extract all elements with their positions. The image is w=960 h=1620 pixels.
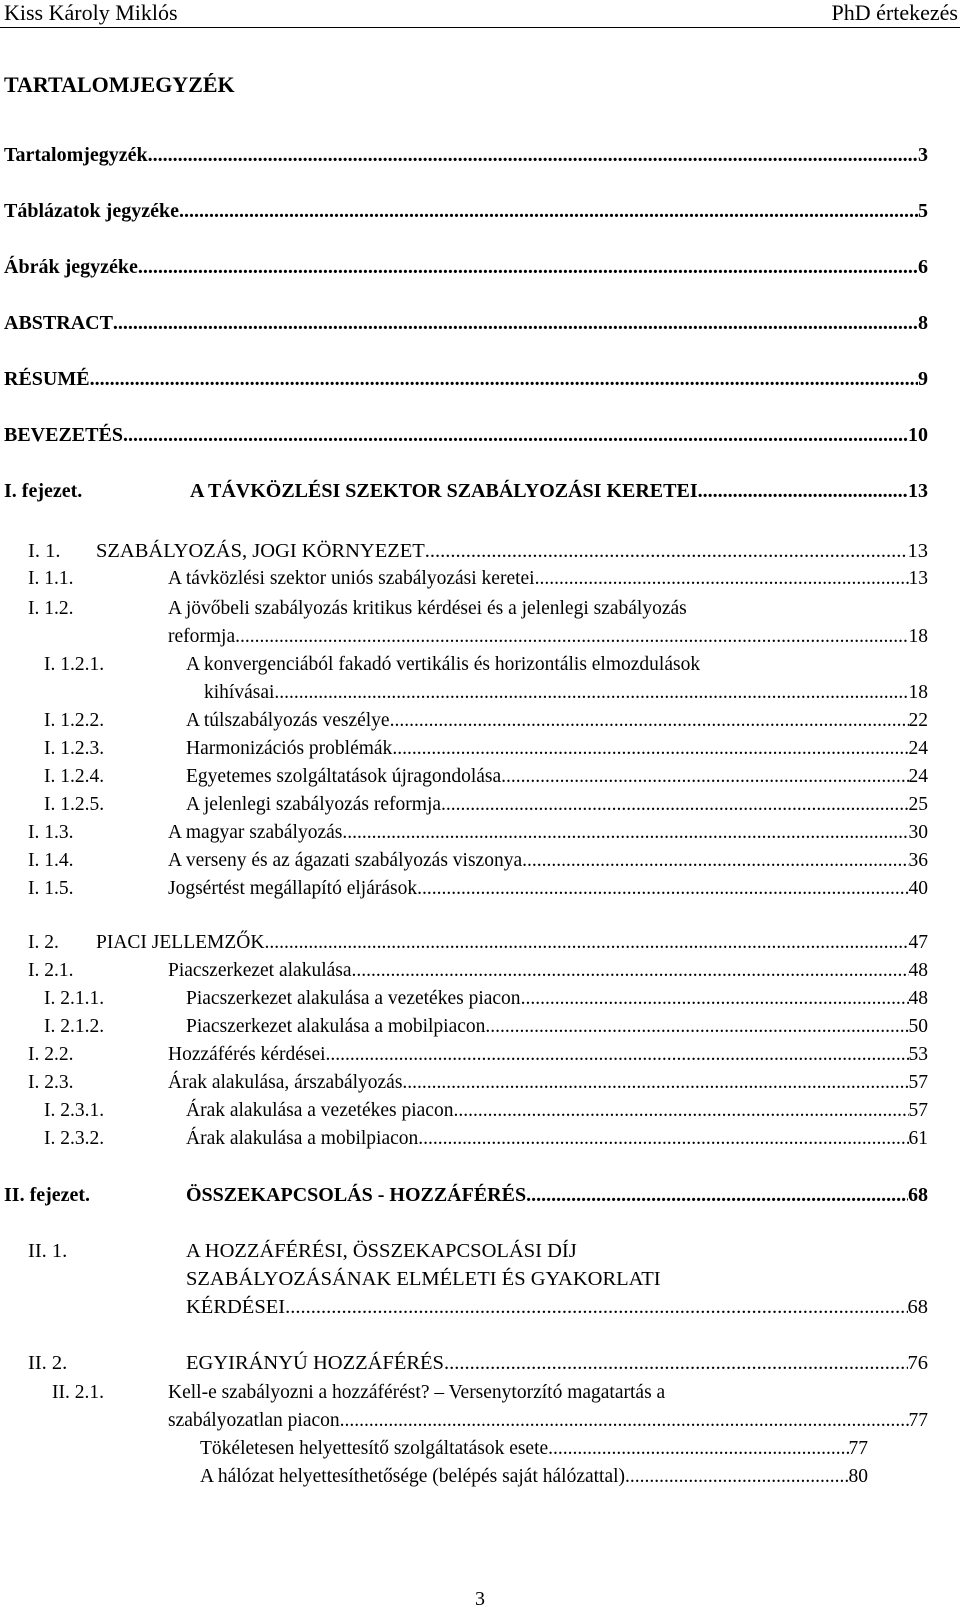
toc-section-entry[interactable]: I. 1. SZABÁLYOZÁS, JOGI KÖRNYEZET ..... 13 <box>28 538 928 564</box>
toc-subsubsection-entry[interactable]: I. 2.1.2. Piacszerkezet alakulása a mobilpiacon ..... 50 <box>44 1014 928 1040</box>
toc-subentry[interactable]: A hálózat helyettesíthetősége (belépés saját hálózattal) ..... 80 <box>200 1464 868 1490</box>
toc-entry-continuation[interactable]: KÉRDÉSEI ..... 68 <box>186 1294 928 1320</box>
toc-section-entry[interactable]: I. 2. PIACI JELLEMZŐK ..... 47 <box>28 930 928 956</box>
toc-chapter-entry[interactable]: I. fejezet. A TÁVKÖZLÉSI SZEKTOR SZABÁLYOZÁSI KERETEI ..... 13 <box>4 478 928 504</box>
toc-subsection-entry[interactable]: II. 2.1. Kell-e szabályozni a hozzáférést? – Versenytorzító magatartás a <box>52 1382 666 1403</box>
toc-section-entry[interactable]: II. 1. A HOZZÁFÉRÉSI, ÖSSZEKAPCSOLÁSI DÍJ <box>28 1240 577 1262</box>
toc-subsection-entry[interactable]: I. 1.1. A távközlési szektor uniós szabályozási keretei ..... 13 <box>28 566 928 592</box>
running-header <box>0 0 960 28</box>
toc-entry[interactable]: Tartalomjegyzék ..... 3 <box>4 142 928 168</box>
toc-entry[interactable]: Ábrák jegyzéke ..... 6 <box>4 254 928 280</box>
toc-subsection-entry[interactable]: I. 2.2. Hozzáférés kérdései ..... 53 <box>28 1042 928 1068</box>
toc-entry[interactable]: RÉSUMÉ ..... 9 <box>4 366 928 392</box>
toc-chapter-entry[interactable]: II. fejezet. ÖSSZEKAPCSOLÁS - HOZZÁFÉRÉS ..... 68 <box>4 1182 928 1208</box>
toc-subsection-entry[interactable]: I. 2.3. Árak alakulása, árszabályozás ..... 57 <box>28 1070 928 1096</box>
toc-entry[interactable]: Táblázatok jegyzéke ..... 5 <box>4 198 928 224</box>
toc-subsubsection-entry[interactable]: I. 1.2.2. A túlszabályozás veszélye ..... 22 <box>44 708 928 734</box>
toc-subsubsection-entry[interactable]: I. 1.2.3. Harmonizációs problémák ..... 24 <box>44 736 928 762</box>
header-doc-type: PhD értekezés <box>831 0 958 25</box>
toc-entry-continuation[interactable]: reformja ..... 18 <box>168 624 928 650</box>
toc-subsubsection-entry[interactable]: I. 1.2.1. A konvergenciából fakadó vertikális és horizontális elmozdulások <box>44 654 701 675</box>
toc-subentry[interactable]: Tökéletesen helyettesítő szolgáltatások esete ..... 77 <box>200 1436 868 1462</box>
toc-subsubsection-entry[interactable]: I. 1.2.4. Egyetemes szolgáltatások újragondolása ..... 24 <box>44 764 928 790</box>
toc-subsection-entry[interactable]: I. 1.3. A magyar szabályozás ..... 30 <box>28 820 928 846</box>
toc-entry-continuation[interactable]: kihívásai ..... 18 <box>204 680 928 706</box>
toc-section-entry[interactable]: II. 2. EGYIRÁNYÚ HOZZÁFÉRÉS ..... 76 <box>28 1350 928 1376</box>
toc-entry-continuation[interactable]: szabályozatlan piacon ..... 77 <box>168 1408 928 1434</box>
toc-subsubsection-entry[interactable]: I. 2.3.2. Árak alakulása a mobilpiacon ..... 61 <box>44 1126 928 1152</box>
toc-subsection-entry[interactable]: I. 2.1. Piacszerkezet alakulása ..... 48 <box>28 958 928 984</box>
toc-subsubsection-entry[interactable]: I. 2.3.1. Árak alakulása a vezetékes piacon ..... 57 <box>44 1098 928 1124</box>
toc-title: TARTALOMJEGYZÉK <box>4 72 235 97</box>
header-author: Kiss Károly Miklós <box>4 0 178 25</box>
toc-subsection-entry[interactable]: I. 1.4. A verseny és az ágazati szabályozás viszonya ..... 36 <box>28 848 928 874</box>
header-rule <box>0 27 960 28</box>
toc-entry[interactable]: BEVEZETÉS ..... 10 <box>4 422 928 448</box>
toc-subsubsection-entry[interactable]: I. 2.1.1. Piacszerkezet alakulása a vezetékes piacon ..... 48 <box>44 986 928 1012</box>
toc-subsection-entry[interactable]: I. 1.5. Jogsértést megállapító eljárások ..... 40 <box>28 876 928 902</box>
page-number: 3 <box>475 1588 485 1610</box>
toc-subsection-entry[interactable]: I. 1.2. A jövőbeli szabályozás kritikus kérdései és a jelenlegi szabályozás <box>28 598 687 619</box>
toc-entry[interactable]: ABSTRACT ..... 8 <box>4 310 928 336</box>
toc-entry-continuation[interactable]: SZABÁLYOZÁSÁNAK ELMÉLETI ÉS GYAKORLATI <box>186 1268 661 1290</box>
toc-subsubsection-entry[interactable]: I. 1.2.5. A jelenlegi szabályozás reformja ..... 25 <box>44 792 928 818</box>
